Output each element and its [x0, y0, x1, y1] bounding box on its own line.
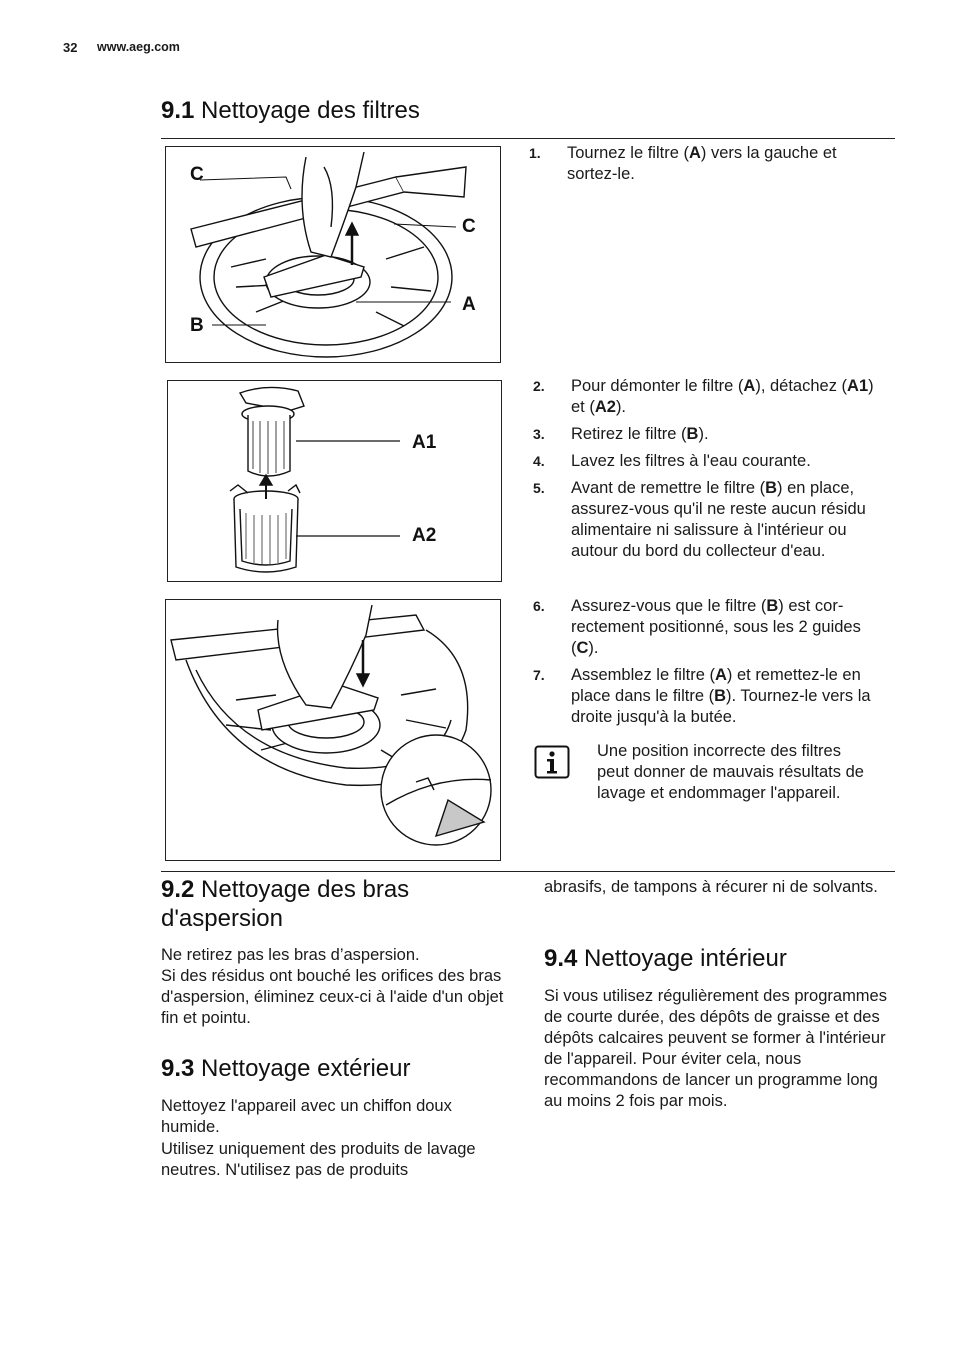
- label-b: B: [190, 315, 204, 336]
- page-number: 32: [63, 40, 78, 55]
- step-2: 2. Pour démonter le filtre (A), détachez (A1) et (A2).: [533, 377, 874, 416]
- section-9-1-heading: [161, 96, 420, 125]
- s93-paragraph-2: Utilisez uniquement des produits de lavage neutres. N'utilisez pas de produits: [161, 1140, 476, 1179]
- section-divider: [161, 138, 895, 139]
- label-c-right: C: [462, 216, 476, 237]
- step-6: 6. Assurez-vous que le filtre (B) est correctement positionné, sous les 2 guides (C).: [533, 597, 861, 657]
- s93-paragraph-2-continued: abrasifs, de tampons à récurer ni de solvants.: [544, 878, 878, 896]
- step-4: 4. Lavez les filtres à l'eau courante.: [533, 452, 811, 470]
- label-a2: A2: [412, 525, 437, 546]
- label-a1: A1: [412, 432, 437, 453]
- section-9-3-heading: 9.3 Nettoyage extérieur: [161, 1055, 411, 1082]
- info-icon: [534, 745, 570, 779]
- step-1: 1. Tournez le filtre (A) vers la gauche et sortez-le.: [529, 144, 837, 183]
- info-note-text: Une position incorrecte des filtres peut donner de mauvais résultats de lavage et endommager l'appareil.: [597, 742, 864, 802]
- s92-paragraph-1: Ne retirez pas les bras d’aspersion.: [161, 946, 420, 964]
- steps-list-part1: [529, 143, 887, 185]
- s93-paragraph-1: Nettoyez l'appareil avec un chiffon doux humide.: [161, 1097, 452, 1136]
- section-number: 9.1: [161, 97, 195, 124]
- website-url[interactable]: www.aeg.com: [97, 40, 180, 54]
- section-9-4-heading: 9.4 Nettoyage intérieur: [544, 945, 787, 972]
- section-9-2-heading: 9.2 Nettoyage des bras d'aspersion: [161, 876, 410, 932]
- s92-paragraph-2: Si des résidus ont bouché les orifices des bras d'aspersion, éliminez ceux-ci à l'aide d'un objet fin et pointu.: [161, 967, 504, 1027]
- figure-filter-disassembly: [167, 380, 502, 582]
- step-3: 3. Retirez le filtre (B).: [533, 425, 709, 443]
- steps-list-part3: [533, 596, 887, 728]
- steps-list-part2: [533, 376, 887, 562]
- label-a: A: [462, 294, 476, 315]
- section-divider: [161, 871, 895, 872]
- s94-paragraph: Si vous utilisez régulièrement des programmes de courte durée, des dépôts de graisse et des dépôts calcaires peuvent se former à l'intérieur de l'appareil. Pour éviter cela, nous recommandons de lancer un programme long au moins 2 fois par mois.: [544, 987, 887, 1110]
- step-7: 7. Assemblez le filtre (A) et remettez-le en place dans le filtre (B). Tournez-le vers la droite jusqu'à la butée.: [533, 666, 871, 726]
- label-c-left: C: [190, 164, 204, 185]
- figure-filter-install: [165, 599, 501, 861]
- section-title: Nettoyage des filtres: [201, 97, 420, 124]
- step-5: 5. Avant de remettre le filtre (B) en place, assurez-vous qu'il ne reste aucun résidu alimentaire ni salissure à l'intérieur ou autour du bord du collecteur d'eau.: [533, 479, 866, 560]
- figure-filter-removal: [165, 146, 501, 363]
